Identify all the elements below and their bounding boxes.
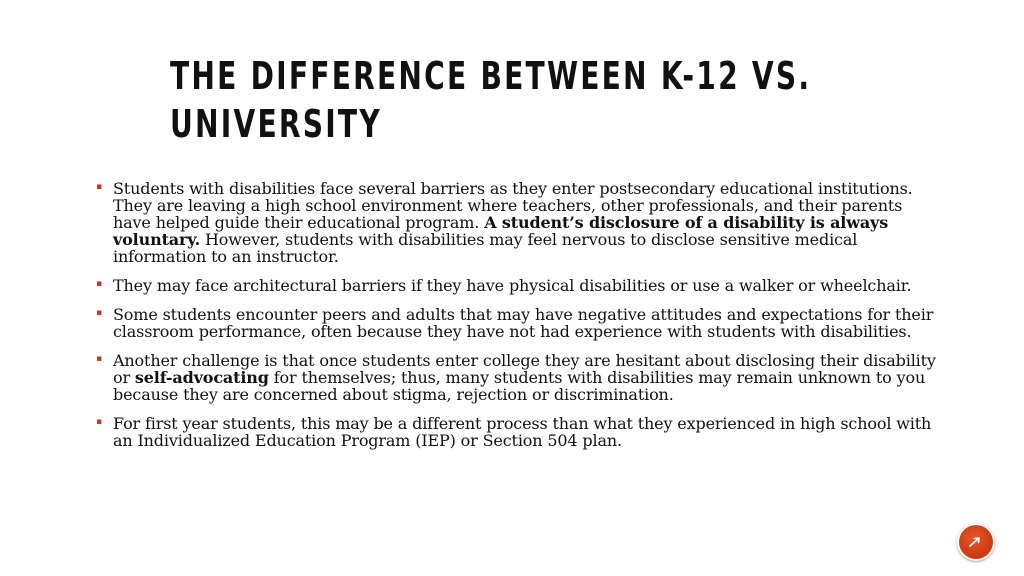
slide-nav-icon bbox=[966, 532, 986, 552]
slide-title: THE DIFFERENCE BETWEEN K-12 VS. UNIVERSITY bbox=[170, 54, 812, 146]
bold-text: self-advocating bbox=[134, 368, 269, 387]
bullet-item bbox=[96, 306, 936, 340]
bullet-text: For first year students, this may be a different process than what they experienced in high school with an Individualized Education Program (IEP) or Section 504 plan. bbox=[113, 414, 932, 450]
bold-text: A student’s disclosure of a disability is always voluntary. bbox=[113, 213, 889, 249]
bullet-marker-icon: ▪ bbox=[96, 417, 102, 427]
slide-nav-button[interactable] bbox=[957, 523, 995, 561]
bullet-text: Students with disabilities face several barriers as they enter postsecondary educational institutions. They are leaving a high school environment where teachers, other professionals, and their parents have helped guide their educational program. A student’s disclosure of a disability is always voluntary. However, students with disabilities may feel nervous to disclose sensitive medical information to an instructor. bbox=[113, 179, 913, 266]
bullet-marker-icon: ▪ bbox=[96, 354, 102, 364]
bullet-marker-icon: ▪ bbox=[96, 182, 102, 192]
bullet-item bbox=[96, 415, 936, 449]
bullet-item bbox=[96, 277, 936, 294]
bullet-list bbox=[96, 180, 936, 461]
bullet-item bbox=[96, 180, 936, 265]
bullet-text: They may face architectural barriers if they have physical disabilities or use a walker or wheelchair. bbox=[113, 276, 912, 295]
bullet-marker-icon: ▪ bbox=[96, 279, 102, 289]
bullet-marker-icon: ▪ bbox=[96, 308, 102, 318]
bullet-text: Another challenge is that once students enter college they are hesitant about disclosing their disability or self-advocating for themselves; thus, many students with disabilities may remain unknown to you because they are concerned about stigma, rejection or discrimination. bbox=[113, 351, 936, 404]
bullet-item bbox=[96, 352, 936, 403]
bullet-text: Some students encounter peers and adults that may have negative attitudes and expectations for their classroom performance, often because they have not had experience with students with disabilities. bbox=[113, 305, 934, 341]
